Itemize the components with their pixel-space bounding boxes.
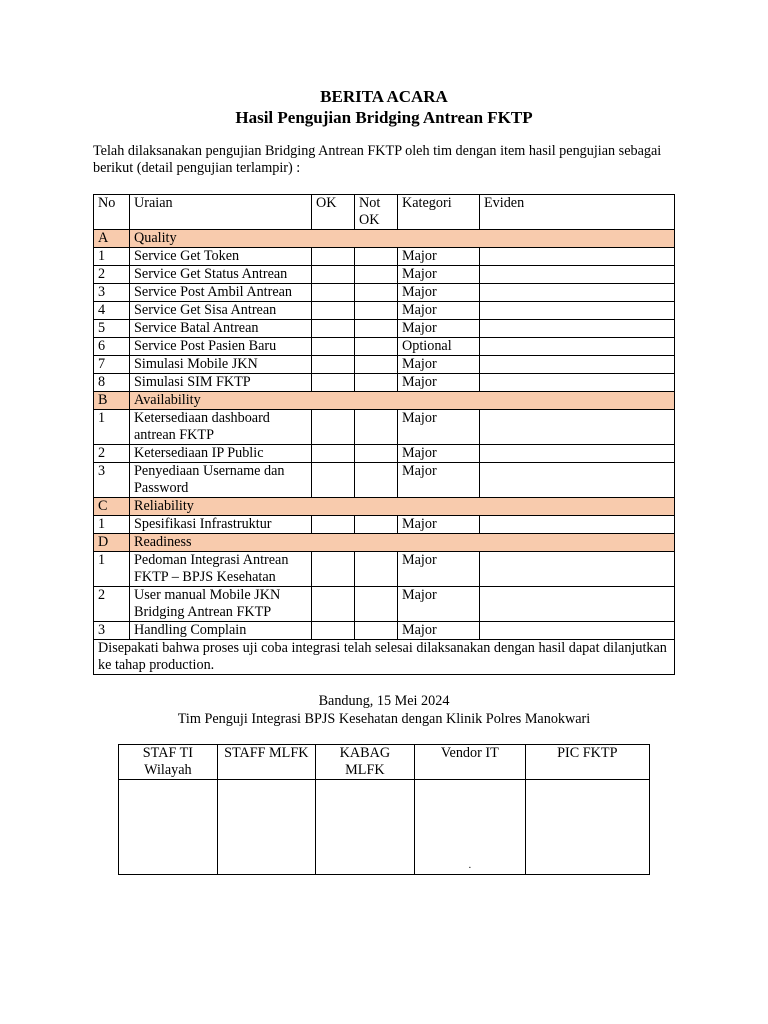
row-eviden-cell bbox=[480, 374, 675, 392]
row-no: 6 bbox=[94, 338, 130, 356]
row-not-ok-cell bbox=[355, 463, 398, 498]
row-ok-cell bbox=[312, 410, 355, 445]
row-kategori: Major bbox=[398, 266, 480, 284]
row-ok-cell bbox=[312, 445, 355, 463]
row-kategori: Major bbox=[398, 516, 480, 534]
table-row bbox=[94, 338, 675, 356]
row-kategori: Major bbox=[398, 356, 480, 374]
row-no: 2 bbox=[94, 266, 130, 284]
row-uraian: Service Post Ambil Antrean bbox=[130, 284, 312, 302]
row-uraian: Service Get Status Antrean bbox=[130, 266, 312, 284]
row-kategori: Major bbox=[398, 587, 480, 622]
row-ok-cell bbox=[312, 248, 355, 266]
row-no: 2 bbox=[94, 587, 130, 622]
category-row bbox=[94, 392, 675, 410]
row-no: 1 bbox=[94, 248, 130, 266]
document-subtitle: Hasil Pengujian Bridging Antrean FKTP bbox=[235, 108, 533, 127]
row-no: 3 bbox=[94, 622, 130, 640]
category-code: B bbox=[94, 392, 130, 410]
row-kategori: Major bbox=[398, 463, 480, 498]
row-not-ok-cell bbox=[355, 356, 398, 374]
row-no: 1 bbox=[94, 552, 130, 587]
table-row bbox=[94, 463, 675, 498]
category-code: C bbox=[94, 498, 130, 516]
row-ok-cell bbox=[312, 320, 355, 338]
table-row bbox=[94, 284, 675, 302]
table-row bbox=[94, 552, 675, 587]
table-row bbox=[94, 516, 675, 534]
category-name: Quality bbox=[130, 230, 675, 248]
row-kategori: Major bbox=[398, 302, 480, 320]
header-eviden: Eviden bbox=[480, 195, 675, 230]
row-eviden-cell bbox=[480, 266, 675, 284]
table-row bbox=[94, 248, 675, 266]
intro-paragraph: Telah dilaksanakan pengujian Bridging Antrean FKTP oleh tim dengan item hasil pengujian sebagai berikut (detail pengujian terlampir) : bbox=[93, 143, 662, 176]
header-uraian: Uraian bbox=[130, 195, 312, 230]
row-ok-cell bbox=[312, 463, 355, 498]
table-row bbox=[94, 356, 675, 374]
signature-box: . bbox=[414, 780, 525, 875]
row-no: 3 bbox=[94, 463, 130, 498]
row-not-ok-cell bbox=[355, 552, 398, 587]
row-uraian: Penyediaan Username dan Password bbox=[130, 463, 312, 498]
row-uraian: Ketersediaan IP Public bbox=[130, 445, 312, 463]
row-ok-cell bbox=[312, 516, 355, 534]
signature-table bbox=[118, 744, 650, 875]
signature-box-row bbox=[119, 780, 650, 875]
row-eviden-cell bbox=[480, 587, 675, 622]
row-not-ok-cell bbox=[355, 374, 398, 392]
header-no: No bbox=[94, 195, 130, 230]
row-kategori: Major bbox=[398, 552, 480, 587]
conclusion-row bbox=[94, 640, 675, 675]
table-row bbox=[94, 622, 675, 640]
row-eviden-cell bbox=[480, 463, 675, 498]
row-uraian: Handling Complain bbox=[130, 622, 312, 640]
signature-box bbox=[315, 780, 414, 875]
signature-box bbox=[525, 780, 649, 875]
row-kategori: Major bbox=[398, 622, 480, 640]
signatory-label: KABAG MLFK bbox=[315, 745, 414, 780]
row-kategori: Optional bbox=[398, 338, 480, 356]
row-no: 1 bbox=[94, 516, 130, 534]
row-eviden-cell bbox=[480, 552, 675, 587]
signature-header-row bbox=[119, 745, 650, 780]
table-row bbox=[94, 374, 675, 392]
row-eviden-cell bbox=[480, 516, 675, 534]
row-no: 3 bbox=[94, 284, 130, 302]
row-eviden-cell bbox=[480, 410, 675, 445]
row-eviden-cell bbox=[480, 622, 675, 640]
row-uraian: Simulasi SIM FKTP bbox=[130, 374, 312, 392]
row-uraian: Spesifikasi Infrastruktur bbox=[130, 516, 312, 534]
row-not-ok-cell bbox=[355, 622, 398, 640]
place-date: Bandung, 15 Mei 2024 bbox=[318, 693, 450, 709]
row-kategori: Major bbox=[398, 284, 480, 302]
row-ok-cell bbox=[312, 302, 355, 320]
category-code: A bbox=[94, 230, 130, 248]
row-uraian: Service Get Token bbox=[130, 248, 312, 266]
row-no: 2 bbox=[94, 445, 130, 463]
row-eviden-cell bbox=[480, 248, 675, 266]
signature-box bbox=[217, 780, 315, 875]
category-row bbox=[94, 498, 675, 516]
header-ok: OK bbox=[312, 195, 355, 230]
row-uraian: Simulasi Mobile JKN bbox=[130, 356, 312, 374]
row-not-ok-cell bbox=[355, 587, 398, 622]
row-not-ok-cell bbox=[355, 266, 398, 284]
category-code: D bbox=[94, 534, 130, 552]
row-ok-cell bbox=[312, 374, 355, 392]
row-uraian: Service Get Sisa Antrean bbox=[130, 302, 312, 320]
row-kategori: Major bbox=[398, 320, 480, 338]
category-name: Availability bbox=[130, 392, 675, 410]
signature-box bbox=[119, 780, 218, 875]
row-eviden-cell bbox=[480, 445, 675, 463]
row-ok-cell bbox=[312, 284, 355, 302]
row-not-ok-cell bbox=[355, 410, 398, 445]
table-row bbox=[94, 410, 675, 445]
signatory-label: STAF TI Wilayah bbox=[119, 745, 218, 780]
row-ok-cell bbox=[312, 587, 355, 622]
row-uraian: User manual Mobile JKN Bridging Antrean FKTP bbox=[130, 587, 312, 622]
row-kategori: Major bbox=[398, 445, 480, 463]
category-name: Readiness bbox=[130, 534, 675, 552]
row-not-ok-cell bbox=[355, 320, 398, 338]
test-results-table bbox=[93, 194, 675, 675]
conclusion-text: Disepakati bahwa proses uji coba integrasi telah selesai dilaksanakan dengan hasil dapat dilanjutkan ke tahap production. bbox=[94, 640, 675, 675]
table-row bbox=[94, 320, 675, 338]
row-ok-cell bbox=[312, 356, 355, 374]
category-row bbox=[94, 230, 675, 248]
row-uraian: Service Batal Antrean bbox=[130, 320, 312, 338]
row-not-ok-cell bbox=[355, 516, 398, 534]
table-row bbox=[94, 302, 675, 320]
row-uraian: Pedoman Integrasi Antrean FKTP – BPJS Kesehatan bbox=[130, 552, 312, 587]
row-ok-cell bbox=[312, 622, 355, 640]
row-not-ok-cell bbox=[355, 338, 398, 356]
header-not-ok: Not OK bbox=[355, 195, 398, 230]
header-kategori: Kategori bbox=[398, 195, 480, 230]
table-row bbox=[94, 266, 675, 284]
row-ok-cell bbox=[312, 338, 355, 356]
row-eviden-cell bbox=[480, 320, 675, 338]
table-row bbox=[94, 445, 675, 463]
row-uraian: Ketersediaan dashboard antrean FKTP bbox=[130, 410, 312, 445]
row-not-ok-cell bbox=[355, 248, 398, 266]
row-eviden-cell bbox=[480, 302, 675, 320]
table-header-row bbox=[94, 195, 675, 230]
row-uraian: Service Post Pasien Baru bbox=[130, 338, 312, 356]
category-name: Reliability bbox=[130, 498, 675, 516]
row-no: 7 bbox=[94, 356, 130, 374]
document-title: BERITA ACARA bbox=[320, 87, 448, 106]
row-not-ok-cell bbox=[355, 445, 398, 463]
row-kategori: Major bbox=[398, 374, 480, 392]
signatory-label: PIC FKTP bbox=[525, 745, 649, 780]
row-ok-cell bbox=[312, 266, 355, 284]
row-ok-cell bbox=[312, 552, 355, 587]
signatory-label: STAFF MLFK bbox=[217, 745, 315, 780]
row-kategori: Major bbox=[398, 410, 480, 445]
row-eviden-cell bbox=[480, 356, 675, 374]
row-not-ok-cell bbox=[355, 302, 398, 320]
row-no: 4 bbox=[94, 302, 130, 320]
team-name: Tim Penguji Integrasi BPJS Kesehatan dengan Klinik Polres Manokwari bbox=[177, 711, 591, 727]
row-not-ok-cell bbox=[355, 284, 398, 302]
category-row bbox=[94, 534, 675, 552]
row-no: 8 bbox=[94, 374, 130, 392]
table-row bbox=[94, 587, 675, 622]
row-kategori: Major bbox=[398, 248, 480, 266]
row-no: 5 bbox=[94, 320, 130, 338]
row-no: 1 bbox=[94, 410, 130, 445]
row-eviden-cell bbox=[480, 338, 675, 356]
row-eviden-cell bbox=[480, 284, 675, 302]
signatory-label: Vendor IT bbox=[414, 745, 525, 780]
